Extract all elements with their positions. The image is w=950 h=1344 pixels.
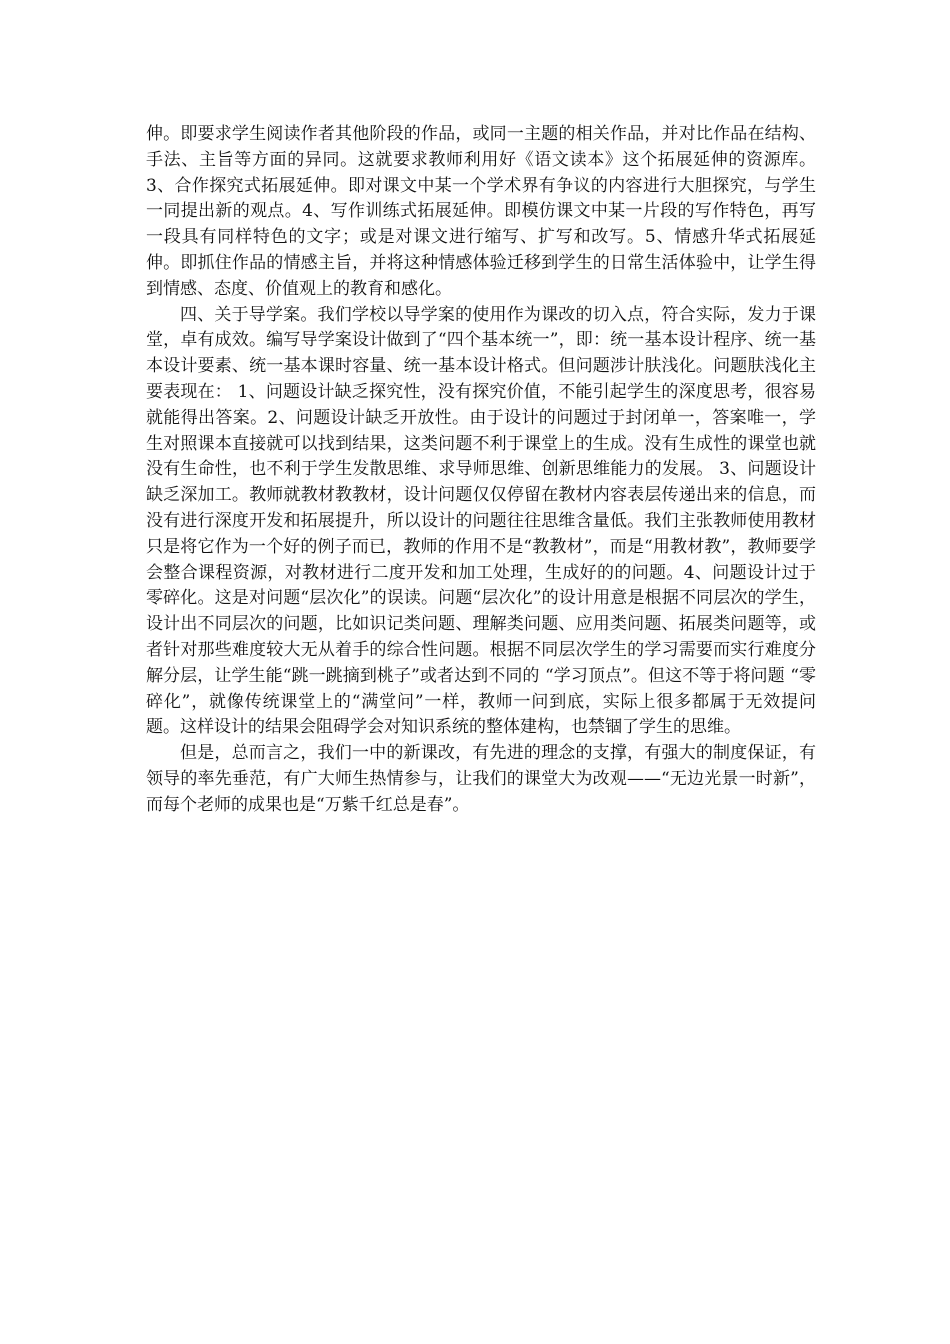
document-body (146, 122, 816, 819)
paragraph-guided-learning-plan: 四、关于导学案。我们学校以导学案的使用作为课改的切入点，符合实际，发力于课堂，卓有成效。编写导学案设计做到了“四个基本统一”，即：统一基本设计程序、统一基本设计要素、统一基本课时容量、统一基本设计格式。但问题涉计肤浅化。问题肤浅化主要表现在： 1、问题设计缺乏探究性，没有探究价值，不能引起学生的深度思考，很容易就能得出答案。2、问题设计缺乏开放性。由于设计的问题过于封闭单一，答案唯一，学生对照课本直接就可以找到结果，这类问题不利于课堂上的生成。没有生成性的课堂也就没有生命性，也不利于学生发散思维、求导师思维、创新思维能力的发展。 3、问题设计缺乏深加工。教师就教材教教材，设计问题仅仅停留在教材内容表层传递出来的信息，而没有进行深度开发和拓展提升，所以设计的问题往往思维含量低。我们主张教师使用教材只是将它作为一个好的例子而已，教师的作用不是“教教材”，而是“用教材教”，教师要学会整合课程资源，对教材进行二度开发和加工处理，生成好的的问题。4、问题设计过于零碎化。这是对问题“层次化”的误读。问题“层次化”的设计用意是根据不同层次的学生，设计出不同层次的问题，比如识记类问题、理解类问题、应用类问题、拓展类问题等，或者针对那些难度较大无从着手的综合性问题。根据不同层次学生的学习需要而实行难度分解分层，让学生能“跳一跳摘到桃子”或者达到不同的 “学习顶点”。但这不等于将问题 “零碎化”，就像传统课堂上的“满堂问”一样，教师一问到底，实际上很多都属于无效提问题。这样设计的结果会阻碍学会对知识系统的整体建构，也禁锢了学生的思维。 (146, 304, 816, 738)
paragraph-conclusion: 但是，总而言之，我们一中的新课改，有先进的理念的支撑，有强大的制度保证，有领导的率先垂范，有广大师生热情参与，让我们的课堂大为改观——“无边光景一时新”，而每个老师的成果也是“万紫千红总是春”。 (146, 743, 816, 815)
paragraph-continuation: 伸。即要求学生阅读作者其他阶段的作品，或同一主题的相关作品，并对比作品在结构、手法、主旨等方面的异同。这就要求教师利用好《语文读本》这个拓展延伸的资源库。3、合作探究式拓展延伸。即对课文中某一个学术界有争议的内容进行大胆探究，与学生一同提出新的观点。4、写作训练式拓展延伸。即模仿课文中某一片段的写作特色，再写一段具有同样特色的文字；或是对课文进行缩写、扩写和改写。5、情感升华式拓展延伸。即抓住作品的情感主旨，并将这种情感体验迁移到学生的日常生活体验中，让学生得到情感、态度、价值观上的教育和感化。 (146, 124, 816, 299)
